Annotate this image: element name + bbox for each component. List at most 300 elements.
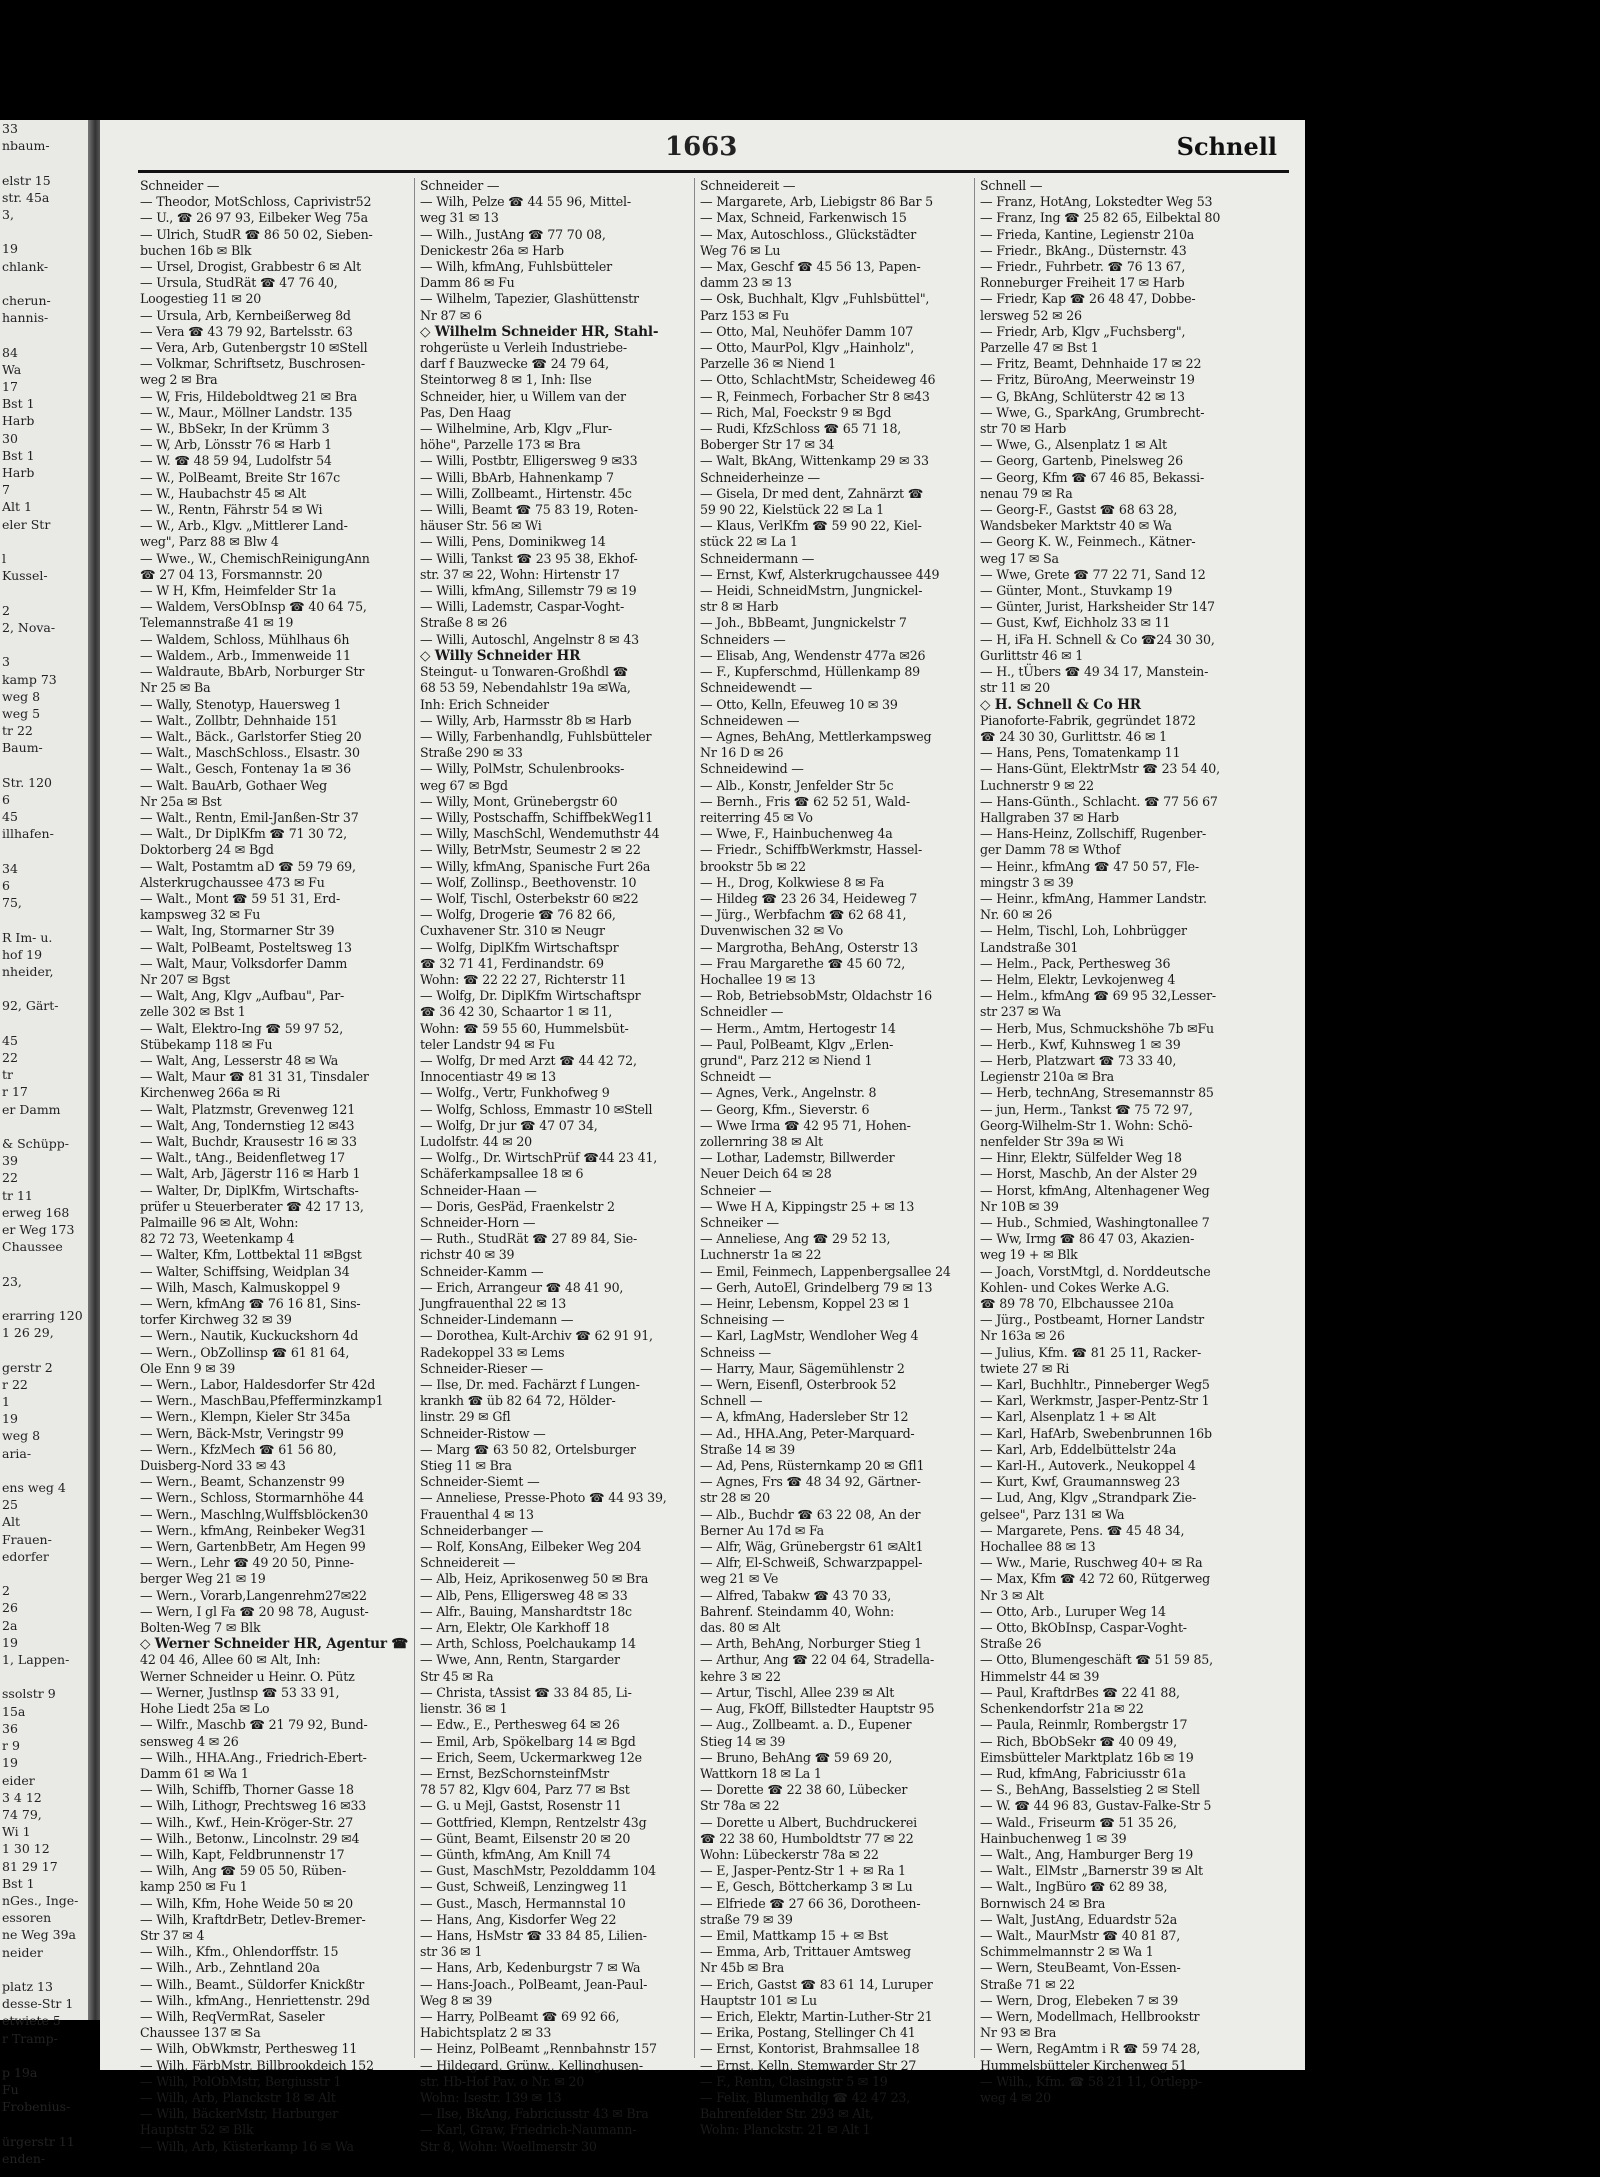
previous-page-fragment: Harb bbox=[2, 465, 35, 481]
previous-page-fragment: desse-Str 1 bbox=[2, 1996, 74, 2012]
directory-entry-line: Schneidereit — bbox=[700, 178, 796, 193]
previous-page-fragment bbox=[0, 275, 88, 292]
directory-entry-line: — Wern., Maschlng,Wulffsblöcken30 bbox=[140, 1506, 369, 1522]
directory-entry-line: lersweg 52 ✉ 26 bbox=[980, 307, 1082, 323]
directory-entry-line: — Joach, VorstMtgl, d. Norddeutsche bbox=[980, 1263, 1211, 1279]
directory-entry-line: — Wilh, Pelze ☎ 44 55 96, Mittel- bbox=[420, 194, 631, 210]
directory-entry-line: gelsee", Parz 131 ✉ Wa bbox=[980, 1506, 1125, 1522]
directory-entry-line: — Wwe H A, Kippingstr 25 + ✉ 13 bbox=[700, 1198, 915, 1214]
page-header bbox=[100, 120, 1305, 170]
directory-entry-line: Telemannstraße 41 ✉ 19 bbox=[140, 615, 294, 631]
previous-page-fragment bbox=[0, 223, 88, 240]
directory-entry-line: Frauenthal 4 ✉ 13 bbox=[420, 1506, 534, 1522]
directory-entry-line: — Willy, PolMstr, Schulenbrooks- bbox=[420, 761, 625, 777]
directory-entry-line: Himmelstr 44 ✉ 39 bbox=[980, 1668, 1100, 1684]
directory-entry-line: Alsterkrugchaussee 473 ✉ Fu bbox=[140, 874, 325, 890]
directory-entry-line: — Wolfg, Dr jur ☎ 47 07 34, bbox=[420, 1117, 598, 1133]
directory-entry-line: — Friedr, Kap ☎ 26 48 47, Dobbe- bbox=[980, 291, 1196, 307]
directory-entry-line: Straße 26 bbox=[980, 1636, 1042, 1652]
directory-entry-line: — Walt., tAng., Beidenfletweg 17 bbox=[140, 1150, 345, 1166]
directory-entry-line: — Wilh, Lithogr, Prechtsweg 16 ✉33 bbox=[140, 1798, 367, 1814]
directory-entry-line: — Karl, Buchhltr., Pinneberger Weg5 bbox=[980, 1377, 1210, 1393]
directory-entry-line: — Rob, BetriebsobMstr, Oldachstr 16 bbox=[700, 988, 932, 1004]
directory-entry-line: 78 57 82, Klgv 604, Parz 77 ✉ Bst bbox=[420, 1782, 630, 1798]
directory-entry-line: — Alb, Pens, Elligersweg 48 ✉ 33 bbox=[420, 1587, 628, 1603]
previous-page-fragment: Alt bbox=[2, 1514, 21, 1530]
directory-entry-line: — Hildeg ☎ 23 26 34, Heideweg 7 bbox=[700, 890, 918, 906]
directory-entry-line: — Wern., Lehr ☎ 49 20 50, Pinne- bbox=[140, 1555, 354, 1571]
previous-page-fragment: 15a bbox=[2, 1703, 26, 1719]
directory-entry-line: Schneidewen — bbox=[700, 712, 800, 728]
directory-entry-line: — Rich, BbObSekr ☎ 40 09 49, bbox=[980, 1733, 1177, 1749]
directory-entry-line: — Emma, Arb, Trittauer Amtsweg bbox=[700, 1944, 911, 1960]
directory-entry-line: — Walt., Mont ☎ 59 51 31, Erd- bbox=[140, 890, 341, 906]
previous-page-fragment bbox=[0, 1668, 88, 1685]
directory-entry-line: — Willi, Lademstr, Caspar-Voght- bbox=[420, 599, 625, 615]
directory-entry-line: Str 37 ✉ 4 bbox=[140, 1927, 205, 1943]
directory-entry-line: Palmaille 96 ✉ Alt, Wohn: bbox=[140, 1215, 299, 1230]
column-4 bbox=[980, 178, 1250, 2105]
directory-entry-line: — Wern., kfmAng, Reinbeker Weg31 bbox=[140, 1522, 367, 1538]
directory-entry-line: — Marg ☎ 63 50 82, Ortelsburger bbox=[420, 1441, 636, 1457]
directory-entry-line: Bornwisch 24 ✉ Bra bbox=[980, 1895, 1106, 1911]
directory-entry-line: — Willy, BetrMstr, Seumestr 2 ✉ 22 bbox=[420, 842, 641, 858]
directory-entry-line: Doktorberg 24 ✉ Bgd bbox=[140, 842, 274, 858]
previous-page-fragment: ssolstr 9 bbox=[2, 1686, 56, 1702]
directory-entry-line: — Gust., Masch, Hermannstal 10 bbox=[420, 1895, 626, 1911]
directory-entry-line: nenau 79 ✉ Ra bbox=[980, 485, 1073, 501]
directory-entry-line: — Wilh., JustAng ☎ 77 70 08, bbox=[420, 226, 606, 242]
directory-entry-line: — Walter, Kfm, Lottbektal 11 ✉Bgst bbox=[140, 1247, 362, 1263]
directory-entry-line: — Doris, GesPäd, Fraenkelstr 2 bbox=[420, 1198, 615, 1214]
directory-entry-line: — Vera, Arb, Gutenbergstr 10 ✉Stell bbox=[140, 340, 368, 356]
directory-entry-line: — Wwe Irma ☎ 42 95 71, Hohen- bbox=[700, 1117, 911, 1133]
directory-entry-line: berger Weg 21 ✉ 19 bbox=[140, 1571, 266, 1587]
directory-entry-line: — Edw., E., Perthesweg 64 ✉ 26 bbox=[420, 1717, 620, 1733]
previous-page-fragment: hof 19 bbox=[2, 946, 43, 962]
directory-entry-line: — Waldem, VersObInsp ☎ 40 64 75, bbox=[140, 599, 367, 615]
directory-entry-line: Hauptstr 52 ✉ Blk bbox=[140, 2122, 254, 2138]
directory-entry-line: Schneider, hier, u Willem van der bbox=[420, 388, 626, 404]
directory-entry-line: — Otto, Blumengeschäft ☎ 51 59 85, bbox=[980, 1652, 1213, 1668]
directory-entry-line: — Klaus, VerlKfm ☎ 59 90 22, Kiel- bbox=[700, 518, 922, 534]
directory-entry-line: grund", Parz 212 ✉ Niend 1 bbox=[700, 1052, 873, 1068]
directory-entry-line: — Wwe, G., Alsenplatz 1 ✉ Alt bbox=[980, 437, 1167, 453]
directory-entry-line: — Wilh, Kapt, Feldbrunnenstr 17 bbox=[140, 1846, 345, 1862]
directory-entry-line: Schneider-Siemt — bbox=[420, 1474, 540, 1490]
directory-entry-line: — Helm., Pack, Perthesweg 36 bbox=[980, 955, 1171, 971]
directory-entry-line: — Willy, Farbenhandlg, Fuhlsbütteler bbox=[420, 728, 652, 744]
previous-page-fragment: tr bbox=[2, 1067, 13, 1083]
directory-entry-line: — Margarete, Arb, Liebigstr 86 Bar 5 bbox=[700, 194, 933, 210]
previous-page-fragment: edorfer bbox=[2, 1548, 49, 1564]
directory-entry-line: — Volkmar, Schriftsetz, Buschrosen- bbox=[140, 356, 365, 372]
previous-page-fragment: 75, bbox=[2, 895, 22, 911]
directory-entry-line: Ronneburger Freiheit 17 ✉ Harb bbox=[980, 275, 1185, 291]
previous-page-fragment: er Weg 173 bbox=[2, 1222, 75, 1237]
directory-entry-line: — Wolfg., Dr. WirtschPrüf ☎44 23 41, bbox=[420, 1150, 658, 1166]
directory-entry-line: — Karl, Alsenplatz 1 + ✉ Alt bbox=[980, 1409, 1156, 1425]
directory-entry-line: — Dorothea, Kult-Archiv ☎ 62 91 91, bbox=[420, 1328, 653, 1344]
directory-entry-line: stück 22 ✉ La 1 bbox=[700, 534, 798, 550]
previous-page-fragment: weg 8 bbox=[2, 688, 41, 704]
directory-entry-line: — W, Arb, Lönsstr 76 ✉ Harb 1 bbox=[140, 437, 332, 453]
directory-entry-line: — Walt., MaurMstr ☎ 40 81 87, bbox=[980, 1927, 1181, 1943]
directory-entry-line: ☎ 89 78 70, Elbchaussee 210a bbox=[980, 1296, 1174, 1312]
previous-page-fragment: nheider, bbox=[2, 963, 54, 979]
directory-entry-line: Loogestieg 11 ✉ 20 bbox=[140, 291, 262, 307]
directory-entry-line: — Wern, GartenbBetr, Am Hegen 99 bbox=[140, 1539, 366, 1555]
previous-page-fragment: 1 bbox=[2, 1394, 10, 1410]
directory-entry-line: — Helm, Tischl, Loh, Lohbrügger bbox=[980, 923, 1187, 939]
directory-entry-line: — Wern, SteuBeamt, Von-Essen- bbox=[980, 1960, 1181, 1976]
directory-entry-line: — W. ☎ 48 59 94, Ludolfstr 54 bbox=[140, 453, 332, 469]
directory-entry-line: — Wwe, Ann, Rentn, Stargarder bbox=[420, 1652, 620, 1668]
directory-entry-line: straße 79 ✉ 39 bbox=[700, 1911, 793, 1927]
directory-entry-line: Damm 86 ✉ Fu bbox=[420, 275, 515, 291]
directory-entry-line: Luchnerstr 9 ✉ 22 bbox=[980, 777, 1094, 793]
directory-entry-line: Nr 10B ✉ 39 bbox=[980, 1198, 1059, 1214]
directory-entry-line: — R, Feinmech, Forbacher Str 8 ✉43 bbox=[700, 388, 930, 404]
previous-page-fragment: Wi 1 bbox=[2, 1824, 31, 1840]
directory-entry-line: linstr. 29 ✉ Gfl bbox=[420, 1409, 511, 1425]
previous-page-fragment: Bst 1 bbox=[2, 447, 35, 463]
directory-entry-line: — Max, Kfm ☎ 42 72 60, Rütgerweg bbox=[980, 1571, 1210, 1587]
directory-entry-line: — Joh., BbBeamt, Jungnickelstr 7 bbox=[700, 615, 907, 631]
previous-page-fragment: 25 bbox=[2, 1497, 18, 1513]
directory-entry-line: Berner Au 17d ✉ Fa bbox=[700, 1522, 824, 1538]
directory-entry-line: kehre 3 ✉ 22 bbox=[700, 1668, 781, 1684]
directory-entry-line: Schneider-Horn — bbox=[420, 1215, 536, 1230]
previous-page-fragment: r 22 bbox=[2, 1376, 28, 1392]
directory-entry-line: Str 78a ✉ 22 bbox=[700, 1798, 780, 1814]
directory-entry-line: Straße 8 ✉ 26 bbox=[420, 615, 508, 631]
directory-entry-line: ◇ H. Schnell & Co HR bbox=[980, 696, 1141, 713]
directory-entry-line: — Walt, Ang, Lesserstr 48 ✉ Wa bbox=[140, 1052, 339, 1068]
directory-entry-line: — Otto, Arb., Luruper Weg 14 bbox=[980, 1603, 1166, 1619]
directory-entry-line: — Wilh, Arb, Planckstr 18 ✉ Alt bbox=[140, 2089, 336, 2105]
directory-entry-line: Schneidermann — bbox=[700, 550, 815, 566]
directory-entry-line: Schneiss — bbox=[700, 1344, 771, 1360]
directory-entry-line: — Willy, kfmAng, Spanische Furt 26a bbox=[420, 858, 651, 874]
directory-entry-line: — Gerh, AutoEl, Grindelberg 79 ✉ 13 bbox=[700, 1279, 933, 1295]
previous-page-fragment: platz 13 bbox=[2, 1978, 53, 1994]
directory-entry-line: — Elisab, Ang, Wendenstr 477a ✉26 bbox=[700, 647, 926, 663]
directory-entry-line: — Wern, Modellmach, Hellbrookstr bbox=[980, 2008, 1200, 2024]
directory-entry-line: Bolten-Weg 7 ✉ Blk bbox=[140, 1620, 261, 1636]
directory-entry-line: — Ursula, StudRät ☎ 47 76 40, bbox=[140, 275, 338, 291]
directory-entry-line: — Max, Schneid, Farkenwisch 15 bbox=[700, 210, 907, 226]
directory-entry-line: — Karl, HafArb, Swebenbrunnen 16b bbox=[980, 1425, 1212, 1441]
previous-page-fragment bbox=[0, 1118, 88, 1135]
directory-entry-line: — Hinr, Elektr, Sülfelder Weg 18 bbox=[980, 1150, 1182, 1166]
directory-entry-line: — Arth, Schloss, Poelchaukamp 14 bbox=[420, 1636, 636, 1652]
directory-entry-line: — Ilse, BkAng, Fabriciusstr 43 ✉ Bra bbox=[420, 2106, 649, 2122]
previous-page-fragment bbox=[0, 1341, 88, 1358]
directory-entry-line: — Emil, Arb, Spökelbarg 14 ✉ Bgd bbox=[420, 1733, 636, 1749]
directory-entry-line: str 11 ✉ 20 bbox=[980, 680, 1050, 696]
directory-entry-line: Schäferkampsallee 18 ✉ 6 bbox=[420, 1166, 584, 1182]
directory-entry-line: weg 67 ✉ Bgd bbox=[420, 777, 508, 793]
directory-entry-line: — Wwe., W., ChemischReinigungAnn bbox=[140, 550, 370, 566]
directory-entry-line: weg 19 + ✉ Blk bbox=[980, 1247, 1078, 1263]
directory-entry-line: — Wilh, kfmAng, Fuhlsbütteler bbox=[420, 259, 612, 275]
directory-entry-line: — W., BbSekr, In der Krümm 3 bbox=[140, 421, 330, 437]
directory-entry-line: — Gust, Kwf, Eichholz 33 ✉ 11 bbox=[980, 615, 1171, 631]
directory-entry-line: — Willy, Arb, Harmsstr 8b ✉ Harb bbox=[420, 712, 632, 728]
previous-page-fragment: Frauen- bbox=[2, 1531, 52, 1547]
directory-entry-line: — Wern, kfmAng ☎ 76 16 81, Sins- bbox=[140, 1296, 361, 1312]
directory-entry-line: kampsweg 32 ✉ Fu bbox=[140, 907, 261, 923]
directory-entry-line: Wandsbeker Marktstr 40 ✉ Wa bbox=[980, 518, 1172, 534]
directory-entry-line: — Frau Margarethe ☎ 45 60 72, bbox=[700, 955, 906, 971]
directory-entry-line: — Aug, FkOff, Billstedter Hauptstr 95 bbox=[700, 1701, 935, 1717]
directory-entry-line: Schneiderheinze — bbox=[700, 469, 820, 485]
directory-entry-line: Hochallee 88 ✉ 13 bbox=[980, 1539, 1096, 1555]
previous-page-fragment: Alt 1 bbox=[2, 499, 32, 515]
directory-entry-line: Hainbuchenweg 1 ✉ 39 bbox=[980, 1830, 1127, 1846]
directory-entry-line: — Wern., MaschBau,Pfefferminzkamp1 bbox=[140, 1393, 384, 1409]
directory-entry-line: — Lud, Ang, Klgv „Strandpark Zie- bbox=[980, 1490, 1197, 1506]
directory-entry-line: — Anneliese, Presse-Photo ☎ 44 93 39, bbox=[420, 1490, 667, 1506]
directory-entry-line: — Alfr, Wäg, Grünebergstr 61 ✉Alt1 bbox=[700, 1539, 924, 1555]
previous-page-fragment: Baum- bbox=[2, 740, 43, 756]
directory-entry-line: — Walt, Platzmstr, Grevenweg 121 bbox=[140, 1101, 356, 1117]
directory-entry-line: — Horst, kfmAng, Altenhagener Weg bbox=[980, 1182, 1210, 1198]
directory-entry-line: ☎ 32 71 41, Ferdinandstr. 69 bbox=[420, 955, 604, 971]
previous-page-strip bbox=[0, 120, 88, 2166]
directory-entry-line: Nr 87 ✉ 6 bbox=[420, 307, 482, 323]
directory-entry-line: — Wolfg, Dr med Arzt ☎ 44 42 72, bbox=[420, 1052, 637, 1068]
directory-entry-line: — E, Gesch, Böttcherkamp 3 ✉ Lu bbox=[700, 1879, 913, 1895]
previous-page-fragment: er Damm bbox=[2, 1101, 61, 1117]
directory-entry-line: — Wern., Nautik, Kuckuckshorn 4d bbox=[140, 1328, 359, 1344]
directory-entry-line: Weg 76 ✉ Lu bbox=[700, 242, 781, 258]
directory-entry-line: — Wern., Beamt, Schanzenstr 99 bbox=[140, 1474, 345, 1490]
directory-entry-line: Gurlittstr 46 ✉ 1 bbox=[980, 647, 1084, 663]
previous-page-fragment: weg 8 bbox=[2, 1428, 41, 1444]
directory-entry-line: — Hans, Pens, Tomatenkamp 11 bbox=[980, 745, 1181, 761]
directory-entry-line: — Friedr., BkAng., Düsternstr. 43 bbox=[980, 242, 1187, 258]
directory-entry-line: — H., tÜbers ☎ 49 34 17, Manstein- bbox=[980, 664, 1209, 680]
directory-entry-line: — Erika, Postang, Stellinger Ch 41 bbox=[700, 2025, 916, 2041]
directory-entry-line: Schnell — bbox=[980, 178, 1043, 193]
directory-entry-line: — Wilh, ReqVermRat, Saseler bbox=[140, 2008, 325, 2024]
directory-entry-line: — Wern., Vorarb,Langenrehm27✉22 bbox=[140, 1587, 367, 1603]
directory-entry-line: — W., Haubachstr 45 ✉ Alt bbox=[140, 485, 306, 501]
directory-entry-line: richstr 40 ✉ 39 bbox=[420, 1247, 515, 1263]
directory-entry-line: — Erich, Arrangeur ☎ 48 41 90, bbox=[420, 1279, 624, 1295]
previous-page-fragment: Bst 1 bbox=[2, 1875, 35, 1891]
directory-entry-line: Eimsbütteler Marktplatz 16b ✉ 19 bbox=[980, 1749, 1194, 1765]
directory-entry-line: — Waldem, Schloss, Mühlhaus 6h bbox=[140, 631, 350, 647]
directory-entry-line: — Herb, Platzwart ☎ 73 33 40, bbox=[980, 1052, 1177, 1068]
previous-page-fragment: erarring 120 bbox=[2, 1308, 83, 1324]
directory-entry-line: — Willi, BbArb, Hahnenkamp 7 bbox=[420, 469, 614, 485]
previous-page-fragment: illhafen- bbox=[2, 826, 54, 842]
directory-entry-line: — Wilh., Kfm., Ohlendorffstr. 15 bbox=[140, 1944, 339, 1960]
directory-entry-line: — H., Drog, Kolkwiese 8 ✉ Fa bbox=[700, 874, 885, 890]
directory-entry-line: — Paul, KraftdrBes ☎ 22 41 88, bbox=[980, 1684, 1180, 1700]
previous-page-fragment bbox=[0, 757, 88, 774]
directory-entry-line: — Elfriede ☎ 27 66 36, Dorotheen- bbox=[700, 1895, 921, 1911]
directory-entry-line: Wohn: Lübeckerstr 78a ✉ 22 bbox=[700, 1846, 879, 1862]
directory-entry-line: — Erich, Gastst ☎ 83 61 14, Luruper bbox=[700, 1976, 933, 1992]
directory-entry-line: Jungfrauenthal 22 ✉ 13 bbox=[420, 1296, 567, 1312]
directory-entry-line: lienstr. 36 ✉ 1 bbox=[420, 1701, 508, 1717]
previous-page-fragment: 45 bbox=[2, 1032, 18, 1048]
directory-entry-line: — Walt, Buchdr, Krausestr 16 ✉ 33 bbox=[140, 1133, 357, 1149]
previous-page-fragment: Fu bbox=[2, 2082, 19, 2098]
directory-entry-line: — Wwe, G., SparkAng, Grumbrecht- bbox=[980, 404, 1205, 420]
directory-entry-line: — Heinr., kfmAng, Hammer Landstr. bbox=[980, 890, 1207, 906]
directory-entry-line: — Frieda, Kantine, Legienstr 210a bbox=[980, 226, 1195, 242]
directory-entry-line: — Wolf, Tischl, Osterbekstr 60 ✉22 bbox=[420, 890, 639, 906]
page-number: 1663 bbox=[665, 132, 738, 162]
directory-entry-line: — Wilh, FärbMstr, Billbrookdeich 152 bbox=[140, 2057, 374, 2073]
book-gutter bbox=[88, 120, 100, 2020]
previous-page-fragment: 23, bbox=[2, 1273, 22, 1289]
directory-entry-line: — Walt., Gesch, Fontenay 1a ✉ 36 bbox=[140, 761, 351, 777]
directory-entry-line: twiete 27 ✉ Ri bbox=[980, 1360, 1070, 1376]
previous-page-fragment: 19 bbox=[2, 241, 18, 257]
directory-entry-line: — Fritz, BüroAng, Meerweinstr 19 bbox=[980, 372, 1195, 388]
directory-entry-line: — Christa, tAssist ☎ 33 84 85, Li- bbox=[420, 1684, 632, 1700]
previous-page-fragment: enden- bbox=[2, 2150, 46, 2166]
previous-page-fragment: 2 bbox=[2, 602, 10, 618]
directory-entry-line: 42 04 46, Allee 60 ✉ Alt, Inh: bbox=[140, 1652, 321, 1668]
directory-entry-line: reiterring 45 ✉ Vo bbox=[700, 809, 813, 825]
directory-entry-line: zollernring 38 ✉ Alt bbox=[700, 1133, 823, 1149]
directory-entry-line: — Margrotha, BehAng, Osterstr 13 bbox=[700, 939, 918, 955]
directory-entry-line: — Erich, Seem, Uckermarkweg 12e bbox=[420, 1749, 642, 1765]
directory-entry-line: Hauptstr 101 ✉ Lu bbox=[700, 1992, 817, 2008]
directory-entry-line: zelle 302 ✉ Bst 1 bbox=[140, 1004, 246, 1020]
directory-entry-line: Nr. 60 ✉ 26 bbox=[980, 907, 1053, 923]
directory-entry-line: — Wern, RegAmtm i R ☎ 59 74 28, bbox=[980, 2041, 1201, 2057]
directory-entry-line: Straße 14 ✉ 39 bbox=[700, 1441, 795, 1457]
directory-entry-line: — F., Kupferschmd, Hüllenkamp 89 bbox=[700, 664, 920, 680]
directory-entry-line: — Wilh, PolObMstr, Bergiusstr 1 bbox=[140, 2073, 342, 2089]
previous-page-fragment: cherun- bbox=[2, 293, 51, 309]
previous-page-fragment: 6 bbox=[2, 791, 10, 807]
directory-entry-line: — Ww., Marie, Ruschweg 40+ ✉ Ra bbox=[980, 1555, 1203, 1571]
directory-entry-line: Schneiker — bbox=[700, 1215, 779, 1230]
directory-entry-line: Chaussee 137 ✉ Sa bbox=[140, 2025, 261, 2041]
directory-entry-line: teler Landstr 94 ✉ Fu bbox=[420, 1036, 555, 1052]
directory-entry-line: — A, kfmAng, Hadersleber Str 12 bbox=[700, 1409, 909, 1425]
directory-entry-line: — Wilh, Masch, Kalmuskoppel 9 bbox=[140, 1279, 341, 1295]
previous-page-fragment: weg 5 bbox=[2, 705, 41, 721]
directory-entry-line: Parzelle 36 ✉ Niend 1 bbox=[700, 356, 837, 372]
previous-page-fragment: 3 4 12 bbox=[2, 1789, 42, 1805]
directory-entry-line: — Wolfg, Drogerie ☎ 76 82 66, bbox=[420, 907, 616, 923]
directory-entry-line: — Bernh., Fris ☎ 62 52 51, Wald- bbox=[700, 793, 910, 809]
directory-entry-line: Str 8, Wohn: Woellmerstr 30 bbox=[420, 2138, 597, 2154]
directory-entry-line: str 70 ✉ Harb bbox=[980, 421, 1067, 437]
directory-entry-line: weg 4 ✉ 20 bbox=[980, 2089, 1051, 2105]
directory-entry-line: — Ursula, Arb, Kernbeißerweg 8d bbox=[140, 307, 351, 323]
previous-page-fragment: chlank- bbox=[2, 258, 49, 274]
directory-entry-line: — Walt, PolBeamt, Posteltsweg 13 bbox=[140, 939, 352, 955]
directory-entry-line: Schneider-Lindemann — bbox=[420, 1312, 574, 1328]
directory-entry-line: — Wolf, Zollinsp., Beethovenstr. 10 bbox=[420, 874, 637, 890]
directory-entry-line: Nr 16 D ✉ 26 bbox=[700, 745, 784, 761]
directory-entry-line: Parz 153 ✉ Fu bbox=[700, 307, 789, 323]
directory-entry-line: str. 37 ✉ 22, Wohn: Hirtenstr 17 bbox=[420, 566, 620, 582]
directory-entry-line: — Wern., Schloss, Stormarnhöhe 44 bbox=[140, 1490, 364, 1506]
directory-entry-line: — Wald., Friseurm ☎ 51 35 26, bbox=[980, 1814, 1177, 1830]
directory-entry-line: Schneider-Haan — bbox=[420, 1182, 537, 1198]
directory-entry-line: — Georg-F., Gastst ☎ 68 63 28, bbox=[980, 502, 1178, 518]
directory-entry-line: — Ad., HHA.Ang, Peter-Marquard- bbox=[700, 1425, 915, 1441]
directory-entry-line: — Emil, Mattkamp 15 + ✉ Bst bbox=[700, 1927, 888, 1943]
directory-entry-line: — Wilh., Betonw., Lincolnstr. 29 ✉4 bbox=[140, 1830, 360, 1846]
previous-page-fragment bbox=[0, 1015, 88, 1032]
directory-entry-line: Duisberg-Nord 33 ✉ 43 bbox=[140, 1458, 286, 1474]
previous-page-fragment: hannis- bbox=[2, 310, 49, 326]
directory-entry-line: häuser Str. 56 ✉ Wi bbox=[420, 518, 542, 534]
directory-entry-line: — Willi, Autoschl, Angelnstr 8 ✉ 43 bbox=[420, 631, 639, 647]
directory-entry-line: — Walt, Ang, Klgv „Aufbau", Par- bbox=[140, 988, 345, 1004]
previous-page-fragment: 17 bbox=[2, 379, 18, 395]
directory-entry-line: — Rudi, KfzSchloss ☎ 65 71 18, bbox=[700, 421, 902, 437]
directory-entry-line: — Georg, Kfm., Sieverstr. 6 bbox=[700, 1101, 870, 1117]
directory-entry-line: Stieg 11 ✉ Bra bbox=[420, 1458, 512, 1474]
directory-entry-line: — Wolfg., Vertr, Funkhofweg 9 bbox=[420, 1085, 610, 1101]
directory-entry-line: Bahrenf. Steindamm 40, Wohn: bbox=[700, 1603, 894, 1619]
directory-entry-line: Parzelle 47 ✉ Bst 1 bbox=[980, 340, 1099, 356]
previous-page-fragment: eler Str bbox=[2, 516, 51, 532]
directory-entry-line: Schimmelmannstr 2 ✉ Wa 1 bbox=[980, 1944, 1154, 1960]
directory-entry-line: Steingut- u Tonwaren-Großhdl ☎ bbox=[420, 664, 629, 680]
directory-entry-line: 68 53 59, Nebendahlstr 19a ✉Wa, bbox=[420, 680, 631, 696]
directory-entry-line: Pas, Den Haag bbox=[420, 404, 512, 420]
directory-entry-line: — Wilh, KraftdrBetr, Detlev-Bremer- bbox=[140, 1911, 366, 1927]
directory-entry-line: — Karl, Arb, Eddelbüttelstr 24a bbox=[980, 1441, 1177, 1457]
previous-page-fragment: 6 bbox=[2, 877, 10, 893]
directory-entry-line: — Walt, Maur ☎ 81 31 31, Tinsdaler bbox=[140, 1069, 369, 1085]
previous-page-fragment: r Tramp- bbox=[2, 2030, 58, 2046]
directory-entry-line: — Alb., Buchdr ☎ 63 22 08, An der bbox=[700, 1506, 921, 1522]
directory-entry-line: — Walt., Bäck., Garlstorfer Stieg 20 bbox=[140, 728, 362, 744]
directory-entry-line: ☎ 27 04 13, Forsmannstr. 20 bbox=[140, 566, 323, 582]
directory-entry-line: — Ursel, Drogist, Grabbestr 6 ✉ Alt bbox=[140, 259, 361, 275]
previous-page-fragment: 3 bbox=[2, 654, 10, 670]
directory-entry-line: — Willi, Postbtr, Elligersweg 9 ✉33 bbox=[420, 453, 638, 469]
directory-entry-line: — Harry, PolBeamt ☎ 69 92 66, bbox=[420, 2008, 620, 2024]
directory-entry-line: — W., Maur., Möllner Landstr. 135 bbox=[140, 404, 353, 420]
directory-entry-line: — Walt., MaschSchloss., Elsastr. 30 bbox=[140, 745, 360, 761]
directory-entry-line: weg 31 ✉ 13 bbox=[420, 210, 499, 226]
directory-entry-line: — Max, Geschf ☎ 45 56 13, Papen- bbox=[700, 259, 921, 275]
directory-entry-line: weg 21 ✉ Ve bbox=[700, 1571, 779, 1587]
directory-entry-line: — Heinr., kfmAng ☎ 47 50 57, Fle- bbox=[980, 858, 1199, 874]
directory-entry-line: — Heinr, Lebensm, Koppel 23 ✉ 1 bbox=[700, 1296, 911, 1312]
previous-page-fragment: 74 79, bbox=[2, 1806, 42, 1822]
directory-entry-line: — Alb, Heiz, Aprikosenweg 50 ✉ Bra bbox=[420, 1571, 649, 1587]
directory-entry-line: — Agnes, Verk., Angelnstr. 8 bbox=[700, 1085, 877, 1101]
column-divider bbox=[414, 178, 415, 2058]
directory-entry-line: — S., BehAng, Basselstieg 2 ✉ Stell bbox=[980, 1782, 1200, 1798]
previous-page-fragment: 3, bbox=[2, 207, 14, 223]
directory-entry-line: weg 17 ✉ Sa bbox=[980, 550, 1059, 566]
directory-entry-line: — Wilh., Beamt., Süldorfer Knickßtr bbox=[140, 1976, 365, 1992]
directory-entry-line: — Walt., ElMstr „Barnerstr 39 ✉ Alt bbox=[980, 1863, 1203, 1879]
directory-entry-line: — W H, Kfm, Heimfelder Str 1a bbox=[140, 583, 337, 599]
previous-page-fragment: Harb bbox=[2, 413, 35, 429]
directory-entry-line: — W, Fris, Hildeboldtweg 21 ✉ Bra bbox=[140, 388, 358, 404]
